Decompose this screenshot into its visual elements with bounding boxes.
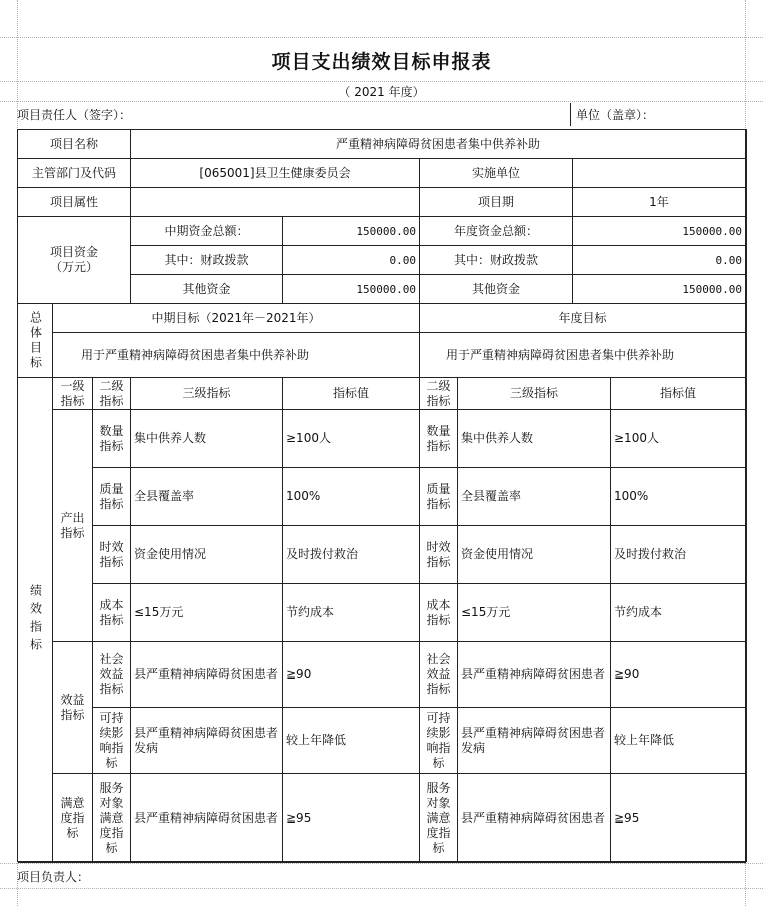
table-row: 集中供养人数 — [131, 410, 283, 468]
label-project-name: 项目名称 — [18, 130, 131, 159]
table-row: 全县覆盖率 — [131, 468, 283, 526]
table-row: ≧90 — [611, 642, 746, 708]
value-mid-goal: 用于严重精神病障碍贫困患者集中供养补助 — [53, 333, 420, 378]
table-row: 及时拨付救治 — [611, 526, 746, 584]
value-dept-code: [065001]县卫生健康委员会 — [131, 159, 420, 188]
head-value-left: 指标值 — [283, 378, 420, 410]
table-row: 社会效益指标 — [93, 642, 131, 708]
value-project-name: 严重精神病障碍贫困患者集中供养补助 — [131, 130, 746, 159]
label-project-period: 项目期 — [420, 188, 573, 217]
level1-benefit: 效益指标 — [53, 642, 93, 774]
head-level2-right: 二级指标 — [420, 378, 458, 410]
label-project-attr: 项目属性 — [18, 188, 131, 217]
label-year-other: 其他资金 — [420, 275, 573, 304]
table-row: 质量指标 — [420, 468, 458, 526]
label-funds: 项目资金 （万元） — [18, 217, 131, 304]
label-year-fiscal: 其中：财政拨款 — [420, 246, 573, 275]
table-row: 100% — [611, 468, 746, 526]
grid-guide — [0, 81, 763, 82]
label-year-goal-head: 年度目标 — [420, 304, 746, 333]
table-row: 县严重精神病障碍贫困患者发病 — [458, 708, 611, 774]
head-level3-right: 三级指标 — [458, 378, 611, 410]
level1-satisfaction: 满意度指标 — [53, 774, 93, 863]
grid-guide — [0, 863, 763, 864]
label-mid-total: 中期资金总额： — [131, 217, 283, 246]
responsible-signature-label: 项目责任人（签字）： — [17, 108, 132, 122]
table-row: 县严重精神病障碍贫困患者 — [458, 774, 611, 863]
table-row: 全县覆盖率 — [458, 468, 611, 526]
value-year-fiscal: 0.00 — [573, 246, 746, 275]
table-row: 节约成本 — [283, 584, 420, 642]
head-level2-left: 二级指标 — [93, 378, 131, 410]
label-overall-goal: 总体目标 — [18, 304, 53, 378]
value-impl-unit — [573, 159, 746, 188]
table-row: 时效指标 — [93, 526, 131, 584]
table-row: ≥100人 — [283, 410, 420, 468]
table-row: 成本指标 — [93, 584, 131, 642]
value-mid-other: 150000.00 — [283, 275, 420, 304]
table-row: ≤15万元 — [131, 584, 283, 642]
unit-divider — [570, 103, 571, 126]
grid-guide — [0, 888, 763, 889]
table-row: ≧95 — [283, 774, 420, 863]
table-row: ≧95 — [611, 774, 746, 863]
table-row: 质量指标 — [93, 468, 131, 526]
label-year-total: 年度资金总额： — [420, 217, 573, 246]
table-row: 资金使用情况 — [458, 526, 611, 584]
grid-guide — [0, 101, 763, 102]
label-dept-code: 主管部门及代码 — [18, 159, 131, 188]
value-mid-fiscal: 0.00 — [283, 246, 420, 275]
table-row: 及时拨付救治 — [283, 526, 420, 584]
value-year-total: 150000.00 — [573, 217, 746, 246]
value-year-goal: 用于严重精神病障碍贫困患者集中供养补助 — [420, 333, 746, 378]
table-row: 县严重精神病障碍贫困患者 — [131, 774, 283, 863]
table-row: ≧90 — [283, 642, 420, 708]
table-row: 节约成本 — [611, 584, 746, 642]
table-row: 县严重精神病障碍贫困患者 — [131, 642, 283, 708]
table-row: 较上年降低 — [611, 708, 746, 774]
table-row: 县严重精神病障碍贫困患者发病 — [131, 708, 283, 774]
table-row: 时效指标 — [420, 526, 458, 584]
head-level1: 一级指标 — [53, 378, 93, 410]
label-mid-goal-head: 中期目标（2021年－2021年） — [53, 304, 420, 333]
value-mid-total: 150000.00 — [283, 217, 420, 246]
table-row: 社会效益指标 — [420, 642, 458, 708]
year-line: （ 2021 年度） — [338, 85, 425, 99]
project-lead-label: 项目负责人： — [17, 870, 90, 884]
table-row: 100% — [283, 468, 420, 526]
table-row: ≤15万元 — [458, 584, 611, 642]
value-year-other: 150000.00 — [573, 275, 746, 304]
label-mid-other: 其他资金 — [131, 275, 283, 304]
label-mid-fiscal: 其中：财政拨款 — [131, 246, 283, 275]
page-title: 项目支出绩效目标申报表 — [271, 51, 492, 73]
table-row: 服务对象满意度指标 — [93, 774, 131, 863]
head-value-right: 指标值 — [611, 378, 746, 410]
value-project-period: 1年 — [573, 188, 746, 217]
table-row: 成本指标 — [420, 584, 458, 642]
level1-output: 产出指标 — [53, 410, 93, 642]
form-table — [17, 129, 747, 862]
value-project-attr — [131, 188, 420, 217]
unit-seal-label: 单位（盖章）： — [576, 108, 655, 122]
label-impl-unit: 实施单位 — [420, 159, 573, 188]
grid-guide — [0, 37, 763, 38]
table-row: 较上年降低 — [283, 708, 420, 774]
head-level3-left: 三级指标 — [131, 378, 283, 410]
table-row: 资金使用情况 — [131, 526, 283, 584]
table-row: 可持续影响指标 — [93, 708, 131, 774]
table-row: 数量指标 — [93, 410, 131, 468]
label-perf-indicator: 绩效指标 — [18, 378, 53, 863]
table-row: ≥100人 — [611, 410, 746, 468]
table-row: 服务对象满意度指标 — [420, 774, 458, 863]
table-row: 县严重精神病障碍贫困患者 — [458, 642, 611, 708]
table-row: 集中供养人数 — [458, 410, 611, 468]
table-row: 数量指标 — [420, 410, 458, 468]
table-row: 可持续影响指标 — [420, 708, 458, 774]
